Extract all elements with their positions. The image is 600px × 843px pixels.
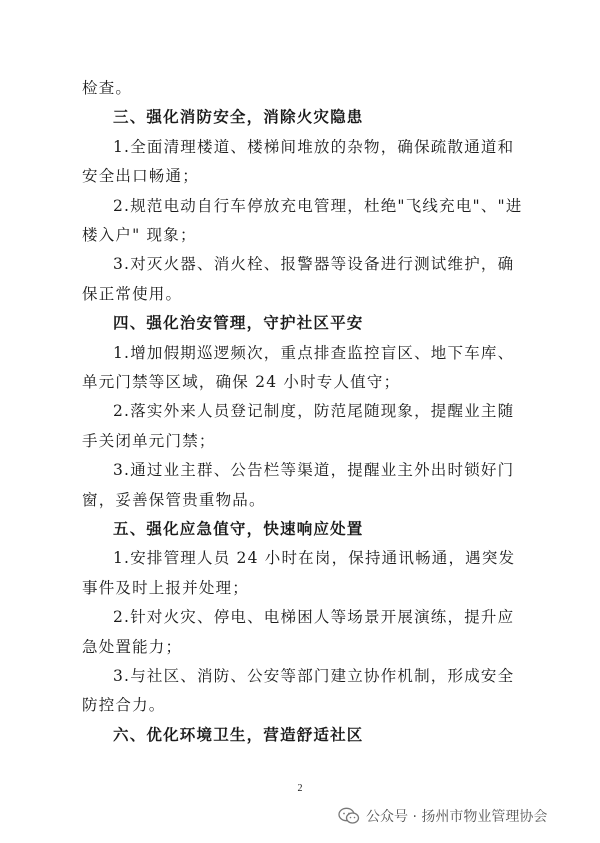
text-line: 2.落实外来人员登记制度，防范尾随现象，提醒业主随 (113, 402, 515, 421)
text-line: 急处置能力； (82, 637, 183, 656)
text-line: 楼入户" 现象； (82, 226, 197, 244)
text-line: 2.针对火灾、停电、电梯困人等场景开展演练，提升应 (113, 608, 515, 627)
section-heading: 三、强化消防安全，消除火灾隐患 (113, 107, 364, 127)
text-line: 保正常使用。 (82, 284, 183, 303)
text-line: 窗，妥善保管贵重物品。 (82, 490, 266, 509)
text-line: 1.全面清理楼道、楼梯间堆放的杂物，确保疏散通道和 (113, 137, 515, 156)
wechat-watermark (338, 806, 547, 826)
wechat-icon (338, 807, 360, 825)
text-line: 事件及时上报并处理； (82, 578, 250, 597)
text-line: 单元门禁等区域，确保 24 小时专人值守； (82, 373, 401, 391)
text-line: 3.对灭火器、消火栓、报警器等设备进行测试维护，确 (113, 255, 515, 274)
text-line: 安全出口畅通； (82, 167, 199, 186)
watermark-text: 公众号 · 扬州市物业管理协会 (366, 809, 548, 825)
text-line: 1.增加假期巡逻频次，重点排查监控盲区、地下车库、 (113, 343, 515, 362)
section-heading: 六、优化环境卫生，营造舒适社区 (113, 724, 364, 744)
text-line: 2.规范电动自行车停放充电管理，杜绝"飞线充电"、"进 (113, 196, 523, 215)
text-line: 1.安排管理人员 24 小时在岗，保持通讯畅通，遇突发 (113, 549, 516, 568)
section-heading: 五、强化应急值守，快速响应处置 (113, 519, 364, 538)
section-heading: 四、强化治安管理，守护社区平安 (113, 313, 364, 333)
text-line: 3.与社区、消防、公安等部门建立协作机制，形成安全 (113, 667, 515, 685)
text-line: 手关闭单元门禁； (82, 431, 216, 450)
page-number: 2 (297, 783, 303, 794)
text-line: 防控合力。 (82, 696, 166, 715)
text-line: 检查。 (82, 79, 133, 97)
text-line: 3.通过业主群、公告栏等渠道，提醒业主外出时锁好门 (113, 461, 515, 480)
